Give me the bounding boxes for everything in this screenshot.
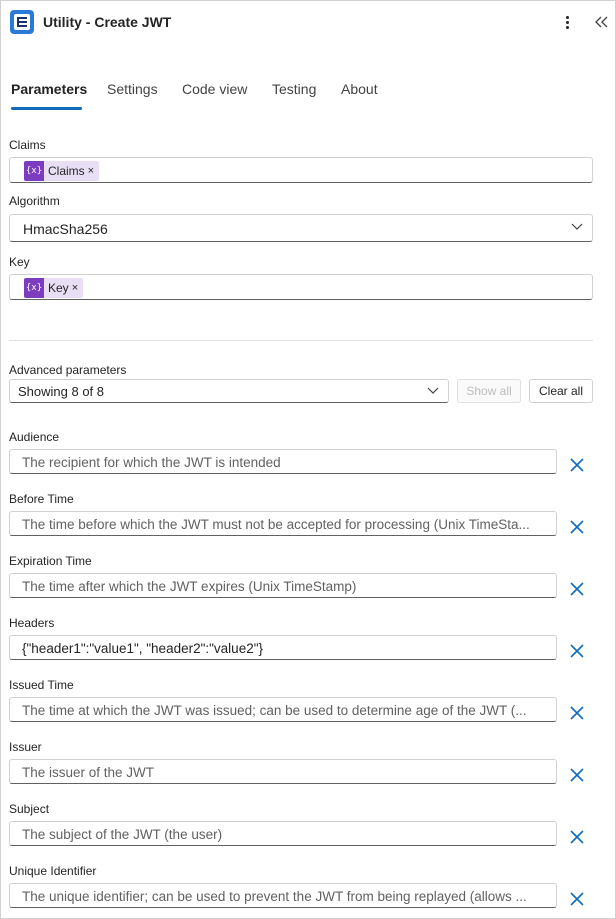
app-logo-icon: [10, 10, 34, 34]
tab-settings[interactable]: Settings: [107, 81, 158, 97]
key-token[interactable]: [24, 278, 83, 298]
panel-title: Utility - Create JWT: [43, 14, 172, 30]
tab-bar: [1, 77, 615, 111]
issued-time-label: Issued Time: [9, 678, 74, 692]
unique-identifier-label: Unique Identifier: [9, 864, 97, 878]
headers-input[interactable]: [9, 635, 557, 660]
before-time-label: Before Time: [9, 492, 74, 506]
remove-expiration-time-icon[interactable]: [567, 579, 587, 599]
active-tab-indicator: [11, 107, 82, 110]
claims-token[interactable]: [24, 161, 99, 181]
remove-unique-identifier-icon[interactable]: [567, 889, 587, 909]
variable-icon: {x}: [24, 278, 44, 298]
chevron-down-icon: [570, 221, 584, 233]
headers-value: {"header1":"value1", "header2":"value2"}: [22, 641, 264, 656]
expiration-time-placeholder: The time after which the JWT expires (Unix TimeStamp): [22, 579, 357, 594]
remove-issued-time-icon[interactable]: [567, 703, 587, 723]
before-time-placeholder: The time before which the JWT must not be accepted for processing (Unix TimeSta...: [22, 517, 530, 532]
advanced-parameters-value: Showing 8 of 8: [18, 384, 105, 399]
audience-input[interactable]: [9, 449, 557, 474]
claims-label: Claims: [9, 138, 46, 152]
show-all-button[interactable]: Show all: [457, 379, 521, 403]
more-vertical-icon: [566, 16, 569, 19]
issued-time-placeholder: The time at which the JWT was issued; can be used to determine age of the JWT (...: [22, 703, 527, 718]
section-divider: [9, 340, 593, 341]
remove-headers-icon[interactable]: [567, 641, 587, 661]
key-label: Key: [9, 255, 30, 269]
unique-identifier-placeholder: The unique identifier; can be used to prevent the JWT from being replayed (allows ...: [22, 889, 527, 904]
expiration-time-label: Expiration Time: [9, 554, 92, 568]
token-remove-button[interactable]: ×: [71, 282, 79, 294]
collapse-panel-button[interactable]: [593, 12, 611, 32]
tab-about[interactable]: About: [341, 81, 378, 97]
tab-code-view[interactable]: Code view: [182, 81, 248, 97]
token-remove-button[interactable]: ×: [87, 165, 95, 177]
chevron-down-icon: [426, 385, 440, 397]
more-options-button[interactable]: [558, 12, 576, 32]
remove-issuer-icon[interactable]: [567, 765, 587, 785]
key-field[interactable]: [9, 274, 593, 300]
claims-field[interactable]: [9, 157, 593, 183]
unique-identifier-input[interactable]: [9, 883, 557, 908]
clear-all-button[interactable]: Clear all: [529, 379, 593, 403]
algorithm-dropdown[interactable]: [9, 214, 593, 242]
tab-parameters[interactable]: Parameters: [11, 81, 88, 97]
issuer-input[interactable]: [9, 759, 557, 784]
before-time-input[interactable]: [9, 511, 557, 536]
remove-audience-icon[interactable]: [567, 455, 587, 475]
remove-before-time-icon[interactable]: [567, 517, 587, 537]
algorithm-value: HmacSha256: [23, 221, 108, 237]
double-chevron-left-icon: [593, 12, 611, 32]
tab-testing[interactable]: Testing: [272, 81, 317, 97]
issued-time-input[interactable]: [9, 697, 557, 722]
remove-subject-icon[interactable]: [567, 827, 587, 847]
subject-placeholder: The subject of the JWT (the user): [22, 827, 223, 842]
expiration-time-input[interactable]: [9, 573, 557, 598]
subject-label: Subject: [9, 802, 50, 816]
variable-icon: {x}: [24, 161, 44, 181]
issuer-placeholder: The issuer of the JWT: [22, 765, 155, 780]
token-label: Key: [48, 281, 69, 295]
advanced-parameters-label: Advanced parameters: [9, 363, 127, 377]
issuer-label: Issuer: [9, 740, 42, 754]
audience-label: Audience: [9, 430, 60, 444]
token-label: Claims: [48, 164, 85, 178]
headers-label: Headers: [9, 616, 55, 630]
panel-header: [1, 1, 615, 45]
advanced-parameters-dropdown[interactable]: [9, 379, 449, 403]
audience-placeholder: The recipient for which the JWT is intended: [22, 455, 281, 470]
algorithm-label: Algorithm: [9, 194, 60, 208]
subject-input[interactable]: [9, 821, 557, 846]
